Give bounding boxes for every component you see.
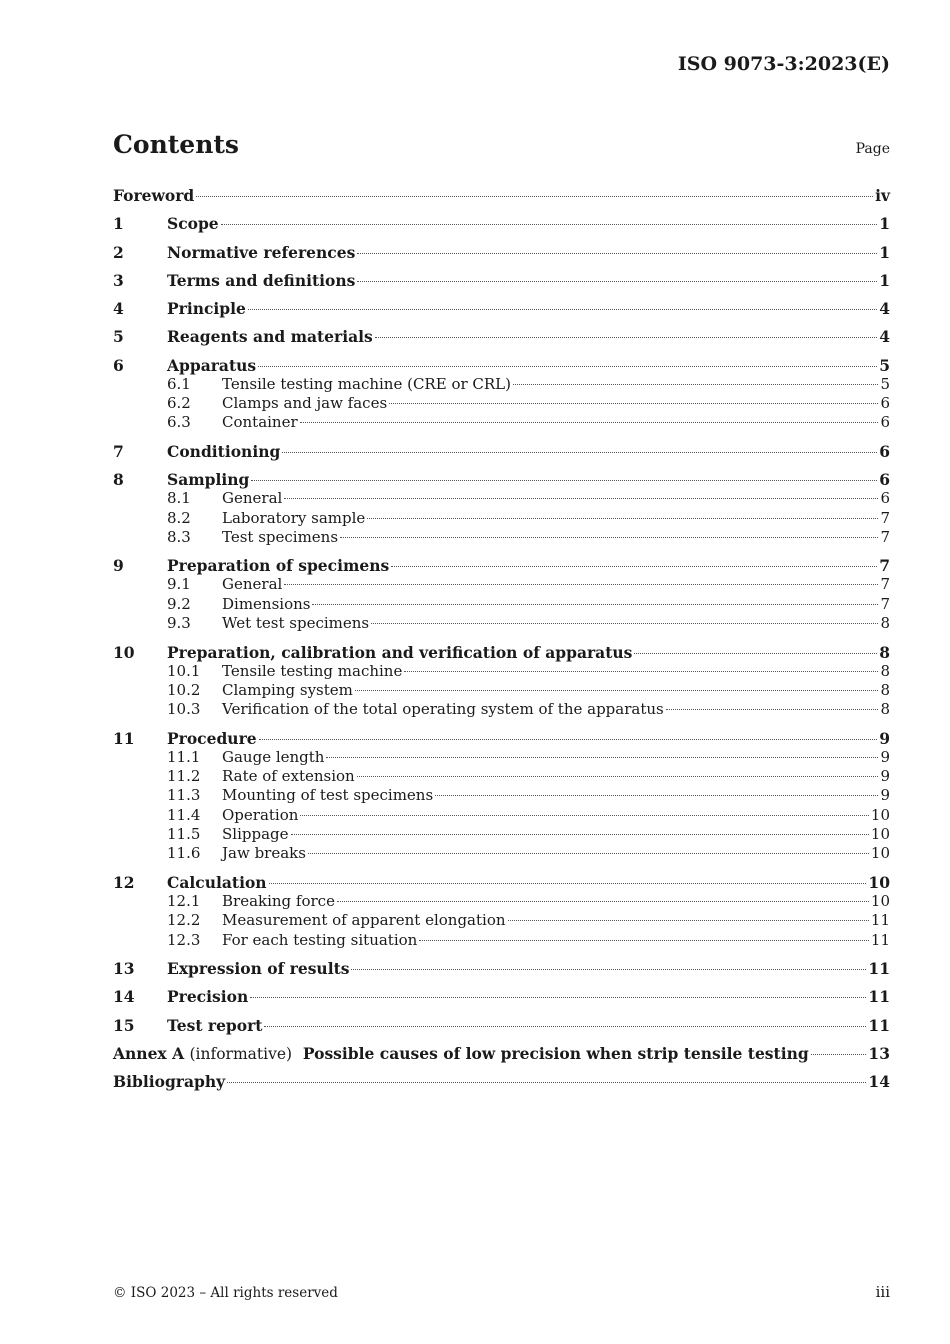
toc-entry-label: Breaking force: [222, 891, 335, 910]
dot-leader: [308, 853, 869, 854]
toc-entry-page: 7: [880, 527, 890, 546]
toc-entry-page: 7: [880, 508, 890, 527]
toc-entry-label: Precision: [167, 987, 249, 1007]
toc-entry-page: 11: [870, 911, 890, 930]
toc-entry[interactable]: [113, 700, 890, 719]
toc-entry[interactable]: [113, 959, 890, 978]
dot-leader: [291, 834, 869, 835]
dot-leader: [404, 671, 878, 672]
toc-entry-number: 12.1: [167, 891, 201, 910]
toc-entry-label: Test report: [167, 1015, 263, 1035]
toc-entry-label: Clamping system: [222, 680, 353, 699]
dot-leader: [513, 384, 878, 385]
toc-entry-page: 7: [879, 556, 890, 576]
toc-entry-label: General: [222, 575, 283, 594]
toc-entry[interactable]: [113, 186, 890, 205]
dot-leader: [259, 739, 878, 740]
toc-entry-label: Operation: [222, 805, 299, 824]
toc-entry-page: 9: [879, 728, 890, 748]
toc-entry-label: Foreword: [113, 186, 195, 205]
toc-entry-label: Laboratory sample: [222, 508, 366, 527]
toc-entry[interactable]: [113, 528, 890, 547]
toc-entry-number: 7: [113, 441, 124, 461]
dot-leader: [340, 537, 878, 538]
toc-entry-page: 7: [880, 575, 890, 594]
toc-entry-label: Preparation of specimens: [167, 556, 390, 576]
toc-entry-number: 10.2: [167, 680, 201, 699]
dot-leader: [351, 969, 866, 970]
bibliography-page: 14: [868, 1072, 890, 1092]
dot-leader: [251, 480, 877, 481]
toc-entry[interactable]: [113, 614, 890, 633]
dot-leader: [508, 920, 869, 921]
toc-entry-label: Tensile testing machine (CRE or CRL): [222, 374, 511, 393]
dot-leader: [355, 690, 879, 691]
contents-header: [113, 130, 890, 159]
toc-entry-number: 9: [113, 556, 124, 576]
toc-entry[interactable]: [113, 987, 890, 1006]
toc-entry[interactable]: [113, 356, 890, 375]
toc-entry-page: 7: [880, 594, 890, 613]
toc-entry-number: 8.1: [167, 489, 191, 508]
dot-leader: [282, 452, 877, 453]
toc-entry[interactable]: [113, 413, 890, 432]
toc-entry-page: 4: [879, 299, 890, 319]
toc-entry-label: Clamps and jaw faces: [222, 394, 388, 413]
toc-entry-page: 6: [879, 470, 890, 490]
dot-leader: [666, 709, 879, 710]
toc-entry[interactable]: [113, 556, 890, 575]
dot-leader: [196, 196, 873, 197]
toc-entry-number: 10.1: [167, 661, 201, 680]
toc-entry-number: 14: [113, 987, 135, 1007]
toc-entry-number: 3: [113, 270, 124, 290]
toc-entry-label: Expression of results: [167, 959, 350, 979]
toc-entry-label: Slippage: [222, 825, 289, 844]
annex-prefix: Annex A: [113, 1043, 185, 1063]
toc-entry-page: 8: [879, 642, 890, 662]
toc-entry[interactable]: [113, 271, 890, 290]
toc-entry-label: Scope: [167, 214, 219, 234]
toc-entry-page: 10: [870, 844, 890, 863]
toc-entry-page: 9: [880, 786, 890, 805]
toc-entry-label: General: [222, 489, 283, 508]
toc-entry-number: 11: [113, 728, 135, 748]
toc-entry-number: 11.3: [167, 786, 201, 805]
toc-entry-number: 15: [113, 1015, 135, 1035]
toc-entry-annex[interactable]: [113, 1044, 890, 1063]
toc-entry-label: Wet test specimens: [222, 614, 370, 633]
dot-leader: [389, 403, 878, 404]
toc-entry-label: Verification of the total operating system of the apparatus: [222, 700, 664, 719]
dot-leader: [337, 901, 869, 902]
toc-entry-bibliography[interactable]: [113, 1072, 890, 1091]
toc-entry[interactable]: [113, 1016, 890, 1035]
toc-entry-page: 11: [868, 1015, 890, 1035]
toc-entry-number: 10: [113, 642, 135, 662]
toc-entry[interactable]: [113, 394, 890, 413]
dot-leader: [250, 997, 866, 998]
toc-entry[interactable]: [113, 643, 890, 662]
toc-entry[interactable]: [113, 911, 890, 930]
dot-leader: [435, 795, 878, 796]
toc-entry-number: 4: [113, 299, 124, 319]
toc-entry-label: Test specimens: [222, 527, 339, 546]
dot-leader: [357, 776, 879, 777]
toc-entry-label: Normative references: [167, 242, 356, 262]
toc-entry-number: 6.1: [167, 374, 191, 393]
toc-entry-number: 1: [113, 214, 124, 234]
toc-entry-number: 10.3: [167, 700, 201, 719]
toc-entry-number: 9.3: [167, 614, 191, 633]
toc-entry-number: 5: [113, 327, 124, 347]
toc-entry-number: 9.1: [167, 575, 191, 594]
toc-entry-label: Container: [222, 413, 298, 432]
toc-entry-label: Rate of extension: [222, 767, 355, 786]
toc-entry-label: Calculation: [167, 872, 267, 892]
dot-leader: [284, 584, 878, 585]
toc-entry[interactable]: [113, 825, 890, 844]
toc-entry-page: iv: [875, 186, 890, 205]
toc-entry[interactable]: [113, 844, 890, 863]
toc-entry-number: 11.4: [167, 805, 201, 824]
toc-entry[interactable]: [113, 375, 890, 394]
toc-entry-label: Dimensions: [222, 594, 311, 613]
toc-entry-page: 1: [879, 214, 890, 234]
dot-leader: [221, 224, 878, 225]
page-column-label: Page: [855, 141, 890, 157]
toc-entry-number: 12.2: [167, 911, 201, 930]
toc-entry-label: Apparatus: [167, 355, 257, 375]
toc-entry-page: 8: [880, 700, 890, 719]
toc-entry-number: 11.1: [167, 747, 201, 766]
toc-entry-number: 11.5: [167, 825, 201, 844]
toc-entry[interactable]: [113, 299, 890, 318]
toc-entry-page: 10: [870, 825, 890, 844]
toc-entry-page: 8: [880, 661, 890, 680]
toc-entry-label: Sampling: [167, 470, 250, 490]
toc-entry-page: 8: [880, 680, 890, 699]
dot-leader: [419, 940, 869, 941]
page-title: Contents: [113, 130, 240, 159]
dot-leader: [258, 366, 877, 367]
toc-entry[interactable]: [113, 767, 890, 786]
toc-entry-page: 11: [870, 930, 890, 949]
dot-leader: [357, 253, 877, 254]
dot-leader: [391, 566, 877, 567]
toc-entry-number: 12: [113, 872, 135, 892]
toc-entry-page: 11: [868, 959, 890, 979]
dot-leader: [264, 1026, 866, 1027]
toc-entry[interactable]: [113, 806, 890, 825]
dot-leader: [227, 1082, 866, 1083]
toc-entry-label: Preparation, calibration and verification of apparatus: [167, 642, 633, 662]
toc-entry-page: 4: [879, 327, 890, 347]
dot-leader: [284, 498, 878, 499]
toc-entry-label: Procedure: [167, 728, 257, 748]
toc-entry[interactable]: [113, 786, 890, 805]
toc-entry-page: 5: [880, 374, 890, 393]
toc-entry[interactable]: [113, 595, 890, 614]
toc-entry-number: 12.3: [167, 930, 201, 949]
annex-kind: (informative): [189, 1044, 293, 1063]
document-id: ISO 9073-3:2023(E): [677, 53, 890, 75]
toc-entry-number: 6.3: [167, 413, 191, 432]
toc-entry-page: 6: [880, 413, 890, 432]
toc-entry-label: Measurement of apparent elongation: [222, 911, 506, 930]
dot-leader: [634, 653, 877, 654]
toc-entry[interactable]: [113, 442, 890, 461]
dot-leader: [269, 883, 867, 884]
dot-leader: [367, 518, 878, 519]
toc-entry-number: 11.2: [167, 767, 201, 786]
annex-title: Possible causes of low precision when strip tensile testing: [302, 1043, 809, 1063]
toc-entry[interactable]: [113, 748, 890, 767]
dot-leader: [326, 757, 878, 758]
toc-entry-number: 11.6: [167, 844, 201, 863]
toc-entry-number: 8.3: [167, 527, 191, 546]
toc-entry-page: 9: [880, 747, 890, 766]
toc-entry-label: Mounting of test specimens: [222, 786, 434, 805]
toc-entry-label: Gauge length: [222, 747, 325, 766]
table-of-contents: [113, 186, 890, 1091]
toc-entry-label: Terms and definitions: [167, 270, 356, 290]
toc-entry[interactable]: [113, 470, 890, 489]
toc-entry[interactable]: [113, 729, 890, 748]
toc-entry-page: 6: [880, 394, 890, 413]
bibliography-label: Bibliography: [113, 1072, 226, 1092]
toc-entry[interactable]: [113, 327, 890, 346]
toc-entry[interactable]: [113, 509, 890, 528]
toc-entry[interactable]: [113, 575, 890, 594]
toc-entry-number: 8: [113, 470, 124, 490]
toc-entry-page: 1: [879, 242, 890, 262]
dot-leader: [300, 422, 879, 423]
toc-entry-number: 9.2: [167, 594, 191, 613]
toc-entry[interactable]: [113, 892, 890, 911]
annex-page: 13: [868, 1043, 890, 1063]
toc-entry-page: 6: [880, 489, 890, 508]
toc-entry-number: 2: [113, 242, 124, 262]
toc-entry[interactable]: [113, 243, 890, 262]
toc-entry-label: Tensile testing machine: [222, 661, 403, 680]
toc-entry-page: 5: [879, 355, 890, 375]
toc-entry-page: 1: [879, 270, 890, 290]
toc-entry-number: 6.2: [167, 394, 191, 413]
dot-leader: [248, 309, 877, 310]
toc-entry-page: 6: [879, 441, 890, 461]
toc-entry-label: Principle: [167, 299, 246, 319]
toc-entry-page: 10: [870, 891, 890, 910]
toc-entry-label: For each testing situation: [222, 930, 418, 949]
toc-entry[interactable]: [113, 873, 890, 892]
toc-entry-page: 10: [868, 872, 890, 892]
toc-entry[interactable]: [113, 931, 890, 950]
toc-entry-label: Reagents and materials: [167, 327, 373, 347]
toc-entry-number: 8.2: [167, 508, 191, 527]
toc-entry[interactable]: [113, 214, 890, 233]
copyright-notice: © ISO 2023 – All rights reserved: [113, 1285, 338, 1301]
dot-leader: [357, 281, 877, 282]
toc-entry-page: 11: [868, 987, 890, 1007]
toc-entry[interactable]: [113, 681, 890, 700]
toc-entry-page: 10: [870, 805, 890, 824]
toc-entry-page: 9: [880, 767, 890, 786]
annex-label: [113, 1044, 809, 1064]
toc-entry[interactable]: [113, 662, 890, 681]
toc-entry-number: 13: [113, 959, 135, 979]
toc-entry-page: 8: [880, 614, 890, 633]
dot-leader: [371, 623, 878, 624]
dot-leader: [375, 337, 877, 338]
toc-entry-label: Conditioning: [167, 441, 281, 461]
page-number: iii: [875, 1283, 890, 1301]
toc-entry-label: Jaw breaks: [222, 844, 306, 863]
dot-leader: [811, 1054, 867, 1055]
dot-leader: [312, 604, 878, 605]
toc-entry[interactable]: [113, 489, 890, 508]
dot-leader: [300, 815, 869, 816]
toc-entry-number: 6: [113, 355, 124, 375]
